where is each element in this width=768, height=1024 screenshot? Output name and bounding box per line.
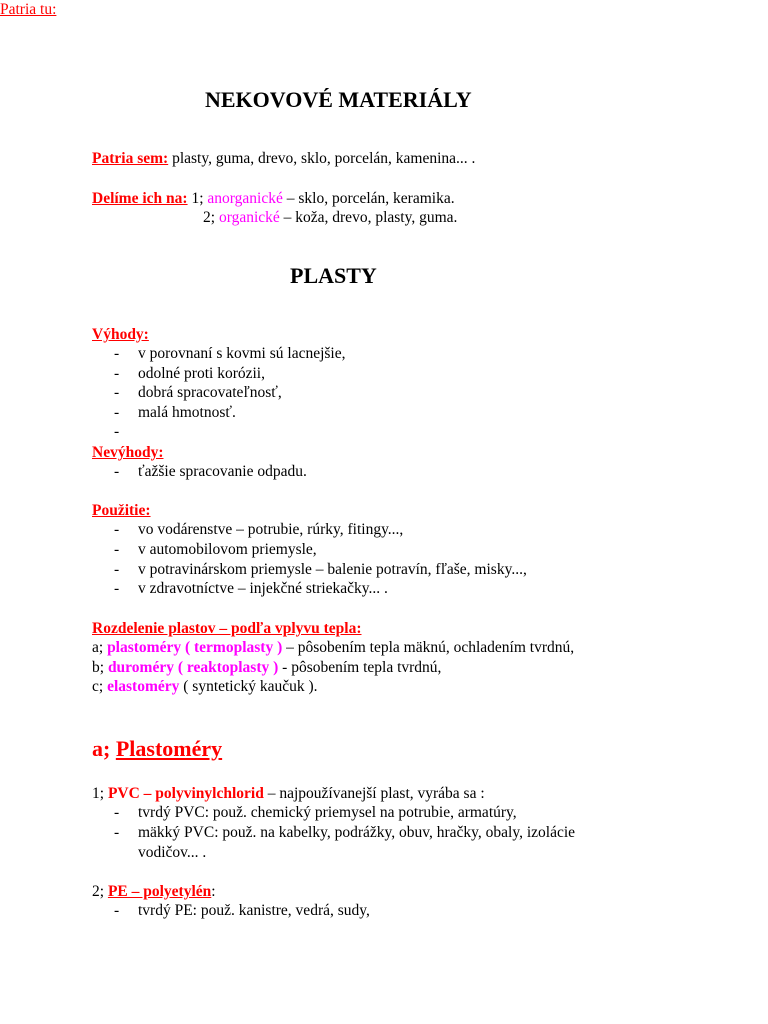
pvc-prefix: 1; — [92, 785, 108, 802]
delime-l2-rest: – koža, drevo, plasty, guma. — [279, 209, 458, 226]
page-title: NEKOVOVÉ MATERIÁLY — [205, 87, 472, 112]
rozdelenie-a — [92, 638, 574, 657]
plastomery-heading-prefix: a; — [92, 736, 116, 761]
rozdelenie-c-prefix: c; — [92, 678, 108, 695]
nevyhody-item: - ťažšie spracovanie odpadu. — [114, 463, 307, 480]
pvc-item-text: tvrdý PVC: použ. chemický priemysel na potrubie, armatúry, — [138, 804, 517, 821]
rozdelenie-a-prefix: a; — [92, 639, 108, 656]
vyhody-item-text: odolné proti korózii, — [138, 365, 265, 382]
rozdelenie-b — [92, 658, 441, 677]
delime-line-2 — [203, 208, 457, 227]
vyhody-item: - dobrá spracovateľnosť, — [114, 384, 282, 401]
rozdelenie-c-name: elastoméry — [107, 678, 180, 695]
vyhody-label: Výhody: — [92, 326, 149, 343]
delime-l2-num: 2; — [203, 209, 219, 226]
pouzitie-label: Použitie: — [92, 502, 151, 519]
delime-l1-rest: – sklo, porcelán, keramika. — [282, 190, 455, 207]
pouzitie-item: - v zdravotníctve – injekčné striekačky... . — [114, 580, 388, 597]
rozdelenie-a-name: plastoméry ( termoplasty ) — [107, 639, 283, 656]
vyhody-item: - odolné proti korózii, — [114, 365, 265, 382]
patria-tu-label: Patria tu: — [0, 1, 57, 18]
pouzitie-item-text: v zdravotníctve – injekčné striekačky... . — [138, 580, 388, 597]
delime-l2-category: organické — [218, 209, 280, 226]
pouzitie-item: - vo vodárenstve – potrubie, rúrky, fitingy..., — [114, 521, 404, 538]
pe-item: - tvrdý PE: použ. kanistre, vedrá, sudy, — [114, 902, 370, 919]
patria-sem-text: plasty, guma, drevo, sklo, porcelán, kamenina... . — [168, 150, 476, 167]
plastomery-heading — [92, 736, 222, 762]
pe-rest: : — [211, 883, 216, 900]
delime-line-1 — [92, 189, 455, 208]
vyhody-item: - malá hmotnosť. — [114, 404, 236, 421]
delime-l1-category: anorganické — [207, 190, 283, 207]
rozdelenie-a-rest: – pôsobením tepla mäknú, ochladením tvrdnú, — [282, 639, 575, 656]
plasty-title: PLASTY — [290, 263, 377, 288]
pouzitie-item-text: v automobilovom priemysle, — [138, 541, 317, 558]
pe-name: PE – polyetylén — [107, 883, 212, 900]
delime-l1-num: 1; — [187, 190, 208, 207]
vyhody-item-text: v porovnaní s kovmi sú lacnejšie, — [138, 345, 346, 362]
patria-sem-label: Patria sem: — [92, 150, 169, 167]
pvc-item-continuation: vodičov... . — [138, 844, 207, 861]
pouzitie-item: - v automobilovom priemysle, — [114, 541, 317, 558]
rozdelenie-label: Rozdelenie plastov – podľa vplyvu tepla: — [92, 620, 362, 637]
rozdelenie-b-prefix: b; — [92, 659, 108, 676]
pvc-item: - mäkký PVC: použ. na kabelky, podrážky, obuv, hračky, obaly, izolácie — [114, 824, 576, 841]
pouzitie-item: - v potravinárskom priemysle – balenie potravín, fľaše, misky..., — [114, 561, 527, 578]
rozdelenie-c — [92, 677, 318, 696]
pouzitie-item-text: v potravinárskom priemysle – balenie potravín, fľaše, misky..., — [138, 561, 527, 578]
pvc-item: - tvrdý PVC: použ. chemický priemysel na potrubie, armatúry, — [114, 804, 517, 821]
nevyhody-item-text: ťažšie spracovanie odpadu. — [138, 463, 307, 480]
vyhody-item: - — [114, 423, 120, 440]
pvc-name: PVC – polyvinylchlorid — [107, 785, 264, 802]
nevyhody-label: Nevýhody: — [92, 444, 164, 461]
pouzitie-item-text: vo vodárenstve – potrubie, rúrky, fitingy..., — [138, 521, 404, 538]
pvc-item-text: mäkký PVC: použ. na kabelky, podrážky, obuv, hračky, obaly, izolácie — [138, 824, 576, 841]
plastomery-heading-text: Plastoméry — [115, 736, 223, 761]
rozdelenie-b-name: duroméry ( reaktoplasty ) — [107, 659, 279, 676]
pe-prefix: 2; — [92, 883, 108, 900]
pvc-line — [92, 784, 485, 803]
rozdelenie-b-rest: - pôsobením tepla tvrdnú, — [278, 659, 442, 676]
pvc-rest: – najpoužívanejší plast, vyrába sa : — [263, 785, 485, 802]
delime-label: Delíme ich na: — [92, 190, 188, 207]
pe-item-text: tvrdý PE: použ. kanistre, vedrá, sudy, — [138, 902, 370, 919]
vyhody-item-text: dobrá spracovateľnosť, — [138, 384, 282, 401]
patria-sem-line — [92, 149, 475, 168]
vyhody-item-text: malá hmotnosť. — [138, 404, 236, 421]
pe-line — [92, 882, 216, 901]
rozdelenie-c-rest: ( syntetický kaučuk ). — [179, 678, 318, 695]
vyhody-item: - v porovnaní s kovmi sú lacnejšie, — [114, 345, 346, 362]
